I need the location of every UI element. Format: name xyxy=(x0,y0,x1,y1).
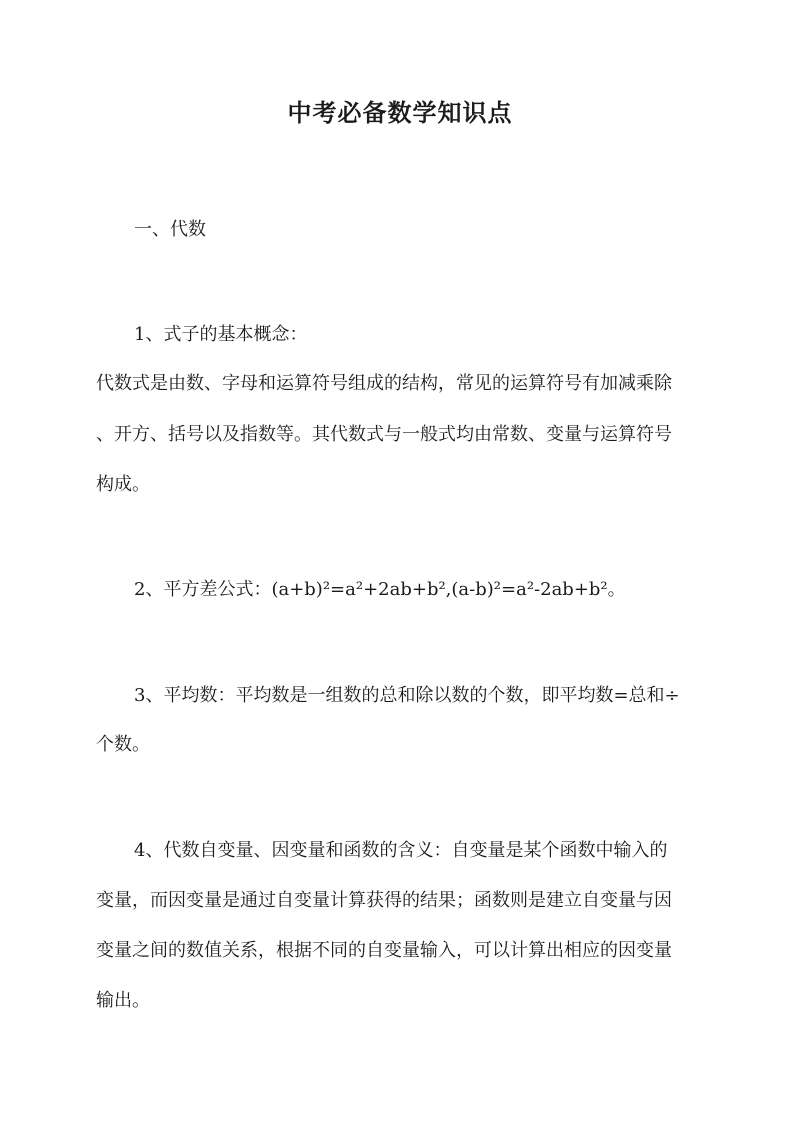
document-title: 中考必备数学知识点 xyxy=(287,98,513,127)
section-heading: 一、代数 xyxy=(134,219,206,240)
item-1-line-3: 构成。 xyxy=(96,474,150,495)
item-3-line-2: 个数。 xyxy=(96,734,150,755)
item-4-line-4: 输出。 xyxy=(96,990,150,1011)
item-4-line-2: 变量，而因变量是通过自变量计算获得的结果；函数则是建立自变量与因 xyxy=(96,890,672,911)
item-1-line-2: 、开方、括号以及指数等。其代数式与一般式均由常数、变量与运算符号 xyxy=(96,424,672,445)
item-4-line-3: 变量之间的数值关系，根据不同的自变量输入，可以计算出相应的因变量 xyxy=(96,940,672,961)
item-1-heading: 1、式子的基本概念： xyxy=(134,324,308,345)
item-2-formula: 2、平方差公式：(a+b)²=a²+2ab+b²,(a-b)²=a²-2ab+b²。 xyxy=(134,579,626,600)
item-4-line-1: 4、代数自变量、因变量和函数的含义：自变量是某个函数中输入的 xyxy=(134,840,668,861)
item-1-line-1: 代数式是由数、字母和运算符号组成的结构，常见的运算符号有加减乘除 xyxy=(96,373,672,394)
item-3-line-1: 3、平均数：平均数是一组数的总和除以数的个数，即平均数=总和÷ xyxy=(134,685,680,706)
